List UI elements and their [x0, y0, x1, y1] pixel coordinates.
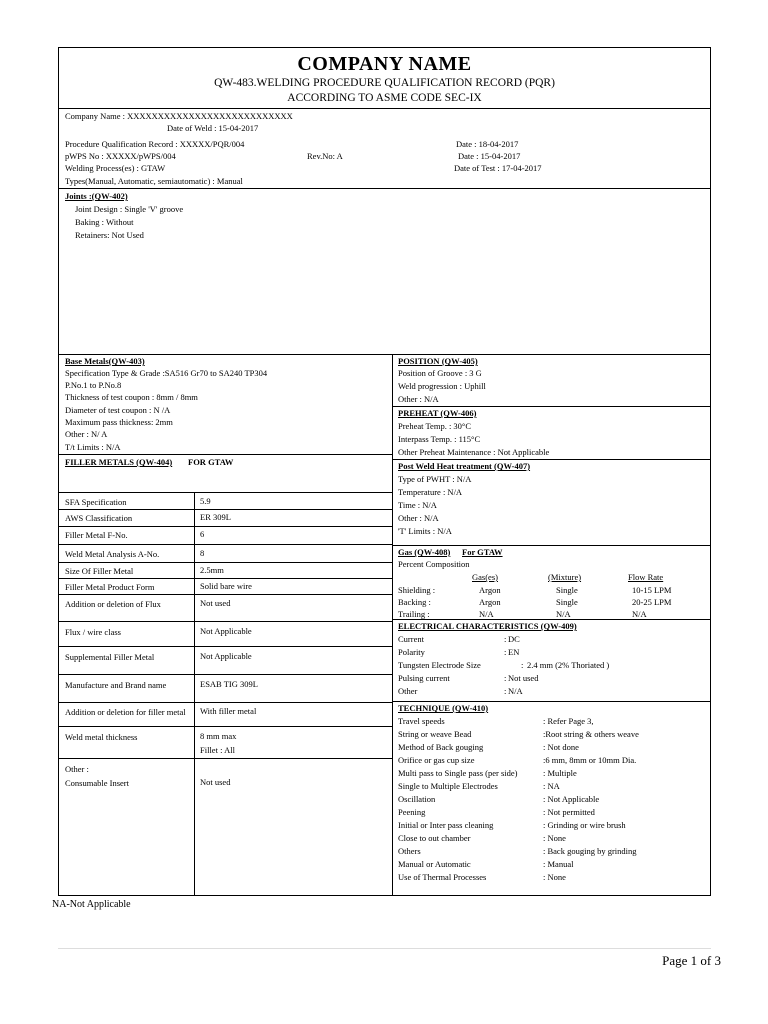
technique-value: : Multiple [543, 768, 577, 778]
electrical-value: 2.4 mm (2% Thoriated ) [527, 660, 610, 670]
filler-row-value: Not Applicable [200, 626, 252, 636]
form-header [59, 48, 710, 109]
page-number: Page 1 of 3 [662, 953, 721, 968]
joint-retainers: Retainers: Not Used [75, 230, 144, 240]
base-line: P.No.1 to P.No.8 [65, 380, 122, 390]
filler-row-label: Weld Metal Analysis A-No. [65, 549, 160, 559]
welding-process: Welding Process(es) : GTAW [65, 163, 166, 173]
technique-label: Manual or Automatic [398, 859, 471, 869]
filler-row-value: ESAB TIG 309L [200, 679, 258, 689]
gas-cell: Single [556, 597, 578, 607]
company-name-field: Company Name : XXXXXXXXXXXXXXXXXXXXXXXXXXX [65, 111, 293, 121]
electrical-label: Current [398, 634, 424, 644]
gas-cell: 10-15 LPM [632, 585, 672, 595]
pwht-line: 'T' Limits : N/A [398, 526, 452, 536]
position-title: POSITION (QW-405) [398, 356, 478, 366]
technique-value: : Back gouging by grinding [543, 846, 637, 856]
filler-row-label: Supplemental Filler Metal [65, 652, 155, 662]
technique-label: Travel speeds [398, 716, 445, 726]
position-line: Position of Groove : 3 G [398, 368, 482, 378]
gas-cell: Shielding : [398, 585, 436, 595]
pqr-number: Procedure Qualification Record : XXXXX/PQR/004 [65, 139, 245, 149]
technique-title: TECHNIQUE (QW-410) [398, 703, 489, 713]
separator: : [504, 647, 507, 657]
test-date: Date of Test : 17-04-2017 [454, 163, 542, 173]
electrical-label: Other [398, 686, 418, 696]
technique-label: Oscillation [398, 794, 436, 804]
gas-title: Gas (QW-408) [398, 547, 451, 557]
electrical-label: Pulsing current [398, 673, 450, 683]
filler-row-label: Addition or deletion for filler metal [65, 707, 186, 717]
pqr-date: Date : 18-04-2017 [456, 139, 519, 149]
pwht-line: Type of PWHT : N/A [398, 474, 472, 484]
pwps-date: Date : 15-04-2017 [458, 151, 521, 161]
gas-cell: Argon [479, 597, 501, 607]
base-line: Maximum pass thickness: 2mm [65, 417, 173, 427]
gas-cell: N/A [479, 609, 494, 619]
pwht-title: Post Weld Heat treatment (QW-407) [398, 461, 531, 471]
gas-cell: Backing : [398, 597, 431, 607]
electrical-value: Not used [508, 673, 539, 683]
gas-cell: 20-25 LPM [632, 597, 672, 607]
filler-row-value: 6 [200, 529, 205, 539]
preheat-line: Interpass Temp. : 115°C [398, 434, 481, 444]
form-title: QW-483.WELDING PROCEDURE QUALIFICATION RECORD (PQR) [214, 77, 555, 89]
preheat-title: PREHEAT (QW-406) [398, 408, 477, 418]
revision: Rev.No: A [307, 151, 343, 161]
gas-head: Flow Rate [628, 572, 664, 582]
filler-row-label: Other : [65, 764, 89, 774]
filler-row-value: 8 [200, 548, 205, 558]
company-name: COMPANY NAME [297, 53, 472, 75]
technique-value: : Not Applicable [543, 794, 600, 804]
filler-row-value: Solid bare wire [200, 581, 252, 591]
percent-composition: Percent Composition [398, 559, 470, 569]
base-line: Other : N/ A [65, 429, 108, 439]
separator: : [504, 673, 507, 683]
filler-row-value: 5.9 [200, 496, 211, 506]
technique-value: : None [543, 833, 566, 843]
filler-row-label: Manufacture and Brand name [65, 680, 167, 690]
joint-design: Joint Design : Single 'V' groove [75, 204, 184, 214]
gas-cell: Trailing : [398, 609, 430, 619]
filler-row-value: 2.5mm [200, 565, 224, 575]
filler-title: FILLER METALS (QW-404) [65, 457, 173, 467]
electrical-value: DC [508, 634, 520, 644]
filler-row-value: Fillet : All [200, 745, 235, 755]
technique-label: Single to Multiple Electrodes [398, 781, 498, 791]
electrical-value: EN [508, 647, 520, 657]
footnote: NA-Not Applicable [52, 899, 131, 910]
process-type: Types(Manual, Automatic, semiautomatic) : Manual [65, 176, 243, 186]
electrical-label: Tungsten Electrode Size [398, 660, 481, 670]
joints-section [59, 189, 710, 355]
technique-value: : Not done [543, 742, 579, 752]
technique-label: Use of Thermal Processes [398, 872, 487, 882]
filler-row-label: Filler Metal F-No. [65, 530, 128, 540]
position-line: Weld progression : Uphill [398, 381, 486, 391]
filler-row-label: SFA Specification [65, 497, 127, 507]
filler-row-value: Not used [200, 598, 231, 608]
technique-value: :6 mm, 8mm or 10mm Dia. [543, 755, 637, 765]
technique-label: Peening [398, 807, 426, 817]
gas-head: (Mixture) [548, 572, 582, 582]
technique-value: : Manual [543, 859, 574, 869]
gas-cell: Argon [479, 585, 501, 595]
filler-row-value: ER 309L [200, 512, 231, 522]
technique-label: String or weave Bead [398, 729, 472, 739]
pwht-line: Time : N/A [398, 500, 437, 510]
filler-row-value: Not used [200, 777, 231, 787]
technique-label: Method of Back gouging [398, 742, 484, 752]
filler-row-label: Consumable Insert [65, 778, 129, 788]
filler-row-label: Addition or deletion of Flux [65, 599, 161, 609]
technique-label: Orifice or gas cup size [398, 755, 475, 765]
filler-for: FOR GTAW [188, 457, 234, 467]
technique-label: Initial or Inter pass cleaning [398, 820, 494, 830]
technique-label: Others [398, 846, 421, 856]
form-subtitle: ACCORDING TO ASME CODE SEC-IX [287, 92, 482, 104]
technique-value: : None [543, 872, 566, 882]
pwps-number: pWPS No : XXXXX/pWPS/004 [65, 151, 176, 161]
filler-row-label: Size Of Filler Metal [65, 566, 134, 576]
separator: : [504, 686, 507, 696]
general-info [59, 108, 710, 189]
technique-value: : Refer Page 3, [543, 716, 594, 726]
base-line: T/t Limits : N/A [65, 442, 121, 452]
electrical-title: ELECTRICAL CHARACTERISTICS (QW-409) [398, 621, 577, 631]
filler-row-label: Filler Metal Product Form [65, 582, 155, 592]
date-of-weld: Date of Weld : 15-04-2017 [167, 123, 259, 133]
electrical-value: N/A [508, 686, 523, 696]
technique-value: : Grinding or wire brush [543, 820, 626, 830]
base-line: Thickness of test coupon : 8mm / 8mm [65, 392, 198, 402]
joint-backing: Baking : Without [75, 217, 134, 227]
base-line: Diameter of test coupon : N /A [65, 405, 171, 415]
gas-head: Gas(es) [472, 572, 498, 582]
gas-cell: Single [556, 585, 578, 595]
filler-row-label: Flux / wire class [65, 627, 121, 637]
gas-cell: N/A [632, 609, 647, 619]
preheat-line: Preheat Temp. : 30°C [398, 421, 471, 431]
filler-row-value: 8 mm max [200, 731, 237, 741]
filler-row-label: AWS Classification [65, 513, 133, 523]
separator: : [521, 660, 524, 670]
technique-value: : NA [543, 781, 560, 791]
technique-label: Close to out chamber [398, 833, 471, 843]
base-line: Specification Type & Grade :SA516 Gr70 to SA240 TP304 [65, 368, 268, 378]
joints-title: Joints :(QW-402) [65, 191, 128, 201]
base-metals-title: Base Metals(QW-403) [65, 356, 145, 366]
technique-label: Multi pass to Single pass (per side) [398, 768, 518, 778]
pwht-line: Temperature : N/A [398, 487, 463, 497]
gas-for: For GTAW [462, 547, 503, 557]
gas-cell: N/A [556, 609, 571, 619]
electrical-label: Polarity [398, 647, 425, 657]
filler-row-value: Not Applicable [200, 651, 252, 661]
pwht-line: Other : N/A [398, 513, 439, 523]
filler-row-label: Weld metal thickness [65, 732, 138, 742]
technique-value: : Not permitted [543, 807, 595, 817]
technique-value: :Root string & others weave [543, 729, 639, 739]
filler-row-value: With filler metal [200, 706, 257, 716]
separator: : [504, 634, 507, 644]
position-line: Other : N/A [398, 394, 439, 404]
pqr-form [58, 47, 711, 896]
preheat-line: Other Preheat Maintenance : Not Applicable [398, 447, 550, 457]
lower-sections [59, 354, 710, 895]
